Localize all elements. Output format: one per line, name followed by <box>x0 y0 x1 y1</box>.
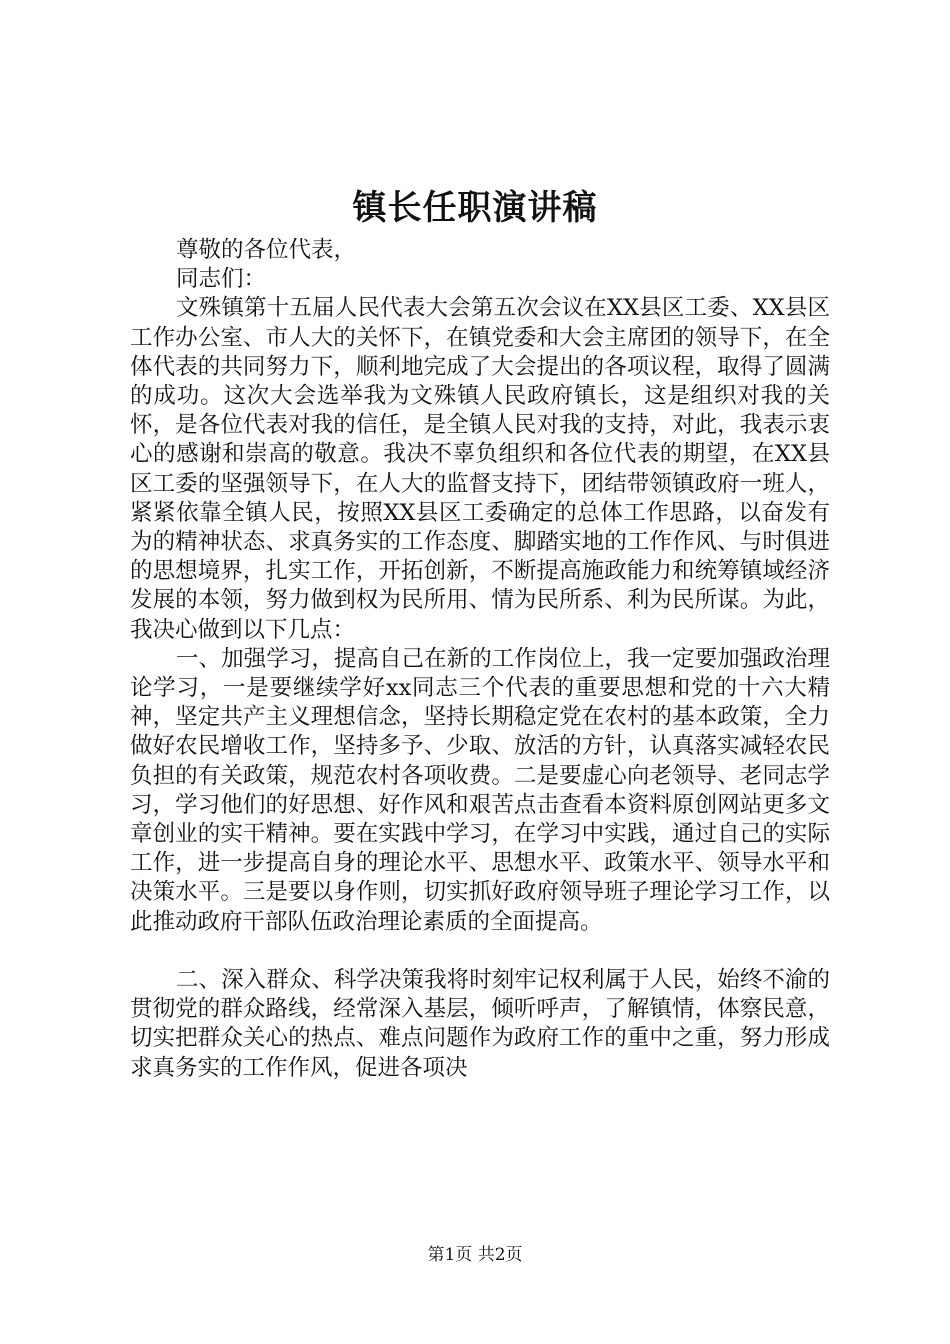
paragraph-study: 一、加强学习，提高自己在新的工作岗位上，我一定要加强政治理论学习，一是要继续学好xx同志三个代表的重要思想和党的十六大精神，坚定共产主义理想信念，坚持长期稳定党在农村的基本政策，全力做好农民增收工作，坚持多予、少取、放活的方针，认真落实减轻农民负担的有关政策，规范农村各项收费。二是要虚心向老领导、老同志学习，学习他们的好思想、好作风和艰苦点击查看本资料原创网站更多文章创业的实干精神。要在实践中学习，在学习中实践，通过自己的实际工作，进一步提高自身的理论水平、思想水平、政策水平、领导水平和决策水平。三是要以身作则，切实抓好政府领导班子理论学习工作，以此推动政府干部队伍政治理论素质的全面提高。 <box>130 645 830 935</box>
paragraph-intro: 文殊镇第十五届人民代表大会第五次会议在XX县区工委、XX县区工作办公室、市人大的关怀下，在镇党委和大会主席团的领导下，在全体代表的共同努力下，顺利地完成了大会提出的各项议程，取得了圆满的成功。这次大会选举我为文殊镇人民政府镇长，这是组织对我的关怀，是各位代表对我的信任，是全镇人民对我的支持，对此，我表示衷心的感谢和崇高的敬意。我决不辜负组织和各位代表的期望，在XX县区工委的坚强领导下，在人大的监督支持下，团结带领镇政府一班人，紧紧依靠全镇人民，按照XX县区工委确定的总体工作思路，以奋发有为的精神状态、求真务实的工作态度、脚踏实地的工作作风、与时俱进的思想境界，扎实工作，开拓创新，不断提高施政能力和统筹镇域经济发展的本领，努力做到权为民所用、情为民所系、利为民所谋。为此，我决心做到以下几点： <box>130 295 830 643</box>
page-number: 第1页 共2页 <box>427 1245 523 1265</box>
salutation-comrades: 同志们： <box>176 266 267 293</box>
document-title: 镇长任职演讲稿 <box>352 188 598 228</box>
paragraph-masses: 二、深入群众、科学决策我将时刻牢记权利属于人民，始终不渝的贯彻党的群众路线，经常深入基层，倾听呼声，了解镇情，体察民意，切实把群众关心的热点、难点问题作为政府工作的重中之重，努力形成求真务实的工作作风，促进各项决 <box>130 967 830 1081</box>
salutation: 尊敬的各位代表， <box>176 237 357 263</box>
document-body <box>130 236 830 1083</box>
